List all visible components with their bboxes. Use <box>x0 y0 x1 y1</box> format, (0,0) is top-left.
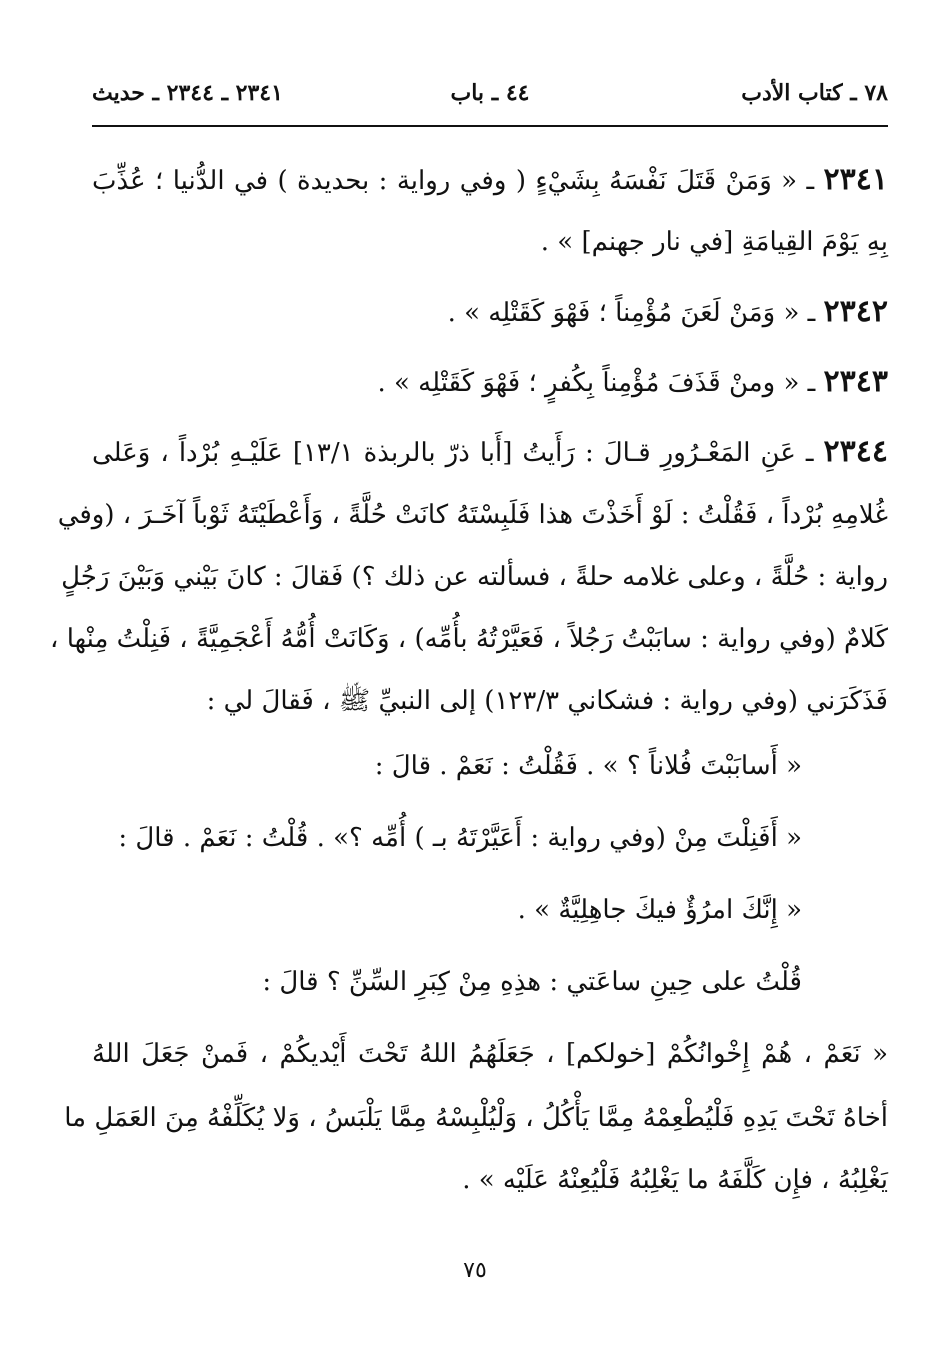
hadith-2344-line-12: يَغْلِبُهُ ، فإِن كَلَّفَهُ ما يَغْلِبُهُ فَلْيُعِنْهُ عَلَيْه » . <box>462 1165 888 1195</box>
hadith-text: ـ « ومنْ قَذَفَ مُؤْمِناً بِكُفرٍ ؛ فَهْوَ كَقَتْلِه » . <box>377 368 824 398</box>
hadith-2341-line-2: بِهِ يَوْمَ القِيامَةِ [في نار جهنم] » . <box>540 227 888 257</box>
hadith-number: ٢٣٤٤ <box>823 434 888 469</box>
hadith-2344-line-3: رواية : حُلَّةً ، وعلى غلامه حلةً ، فسألته عن ذلك ؟) فَقالَ : كانَ بَيْني وَبَيْنَ رَجُلٍ <box>61 562 888 592</box>
page-number: ٧٥ <box>463 1258 487 1283</box>
hadith-text: ـ عَنِ المَعْـرُورِ قـالَ : رَأَيتُ [أَبا ذرّ بالربذة ١٣/١] عَلَيْـهِ بُرْداً ، وَعَلى <box>92 438 824 468</box>
hadith-2341-line-1 <box>92 160 888 201</box>
hadith-range: ٢٣٤١ ـ ٢٣٤٤ ـ حديث <box>92 80 283 106</box>
running-header <box>92 72 888 116</box>
chapter-title: ٧٨ ـ كتاب الأدب <box>741 80 888 106</box>
hadith-2344-line-7: « أَفَنِلْتَ مِنْ (وفي رواية : أَعَيَّرْتَهُ بـ ) أُمِّه ؟» . قُلْتُ : نَعَمْ . قالَ : <box>118 823 802 853</box>
hadith-2344-line-10: « نَعَمْ ، هُمْ إِخْوانُكُمْ [خولكم] ، جَعَلَهُمُ اللهُ تَحْتَ أَيْديكُمْ ، فَمنْ جَعَلَ اللهُ <box>92 1039 888 1069</box>
hadith-2344-line-2: غُلامِهِ بُرْداً ، فَقُلْتُ : لَوْ أَخَذْتَ هذا فَلَبِسْتَهُ كانَتْ حُلَّةً ، وَأَعْطَيْتَهُ ثَوْباً آخَـرَ ، (وفي <box>57 500 888 530</box>
section-title: ٤٤ ـ باب <box>450 80 530 106</box>
hadith-2344-line-6: « أَسابَبْتَ فُلاناً ؟ » . فَقُلْتُ : نَعَمْ . قالَ : <box>374 751 802 781</box>
hadith-2344-line-11: أخاهُ تَحْتَ يَدِهِ فَلْيُطْعِمْهُ مِمَّا يَأْكُلُ ، وَلْيُلْبِسْهُ مِمَّا يَلْبَسُ ، وَلا يُكَلِّفْهُ مِنَ العَمَلِ ما <box>64 1103 888 1133</box>
hadith-2344-line-4: كَلامٌ (وفي رواية : سابَبْتُ رَجُلاً ، فَعَيَّرْتُهُ بأُمِّه) ، وَكَانَتْ أُمُّهُ أَعْجَمِيَّةً ، فَنِلْتُ مِنْها ، <box>50 624 888 654</box>
hadith-number: ٢٣٤٣ <box>823 364 888 399</box>
hadith-2344-line-5: فَذَكَرَني (وفي رواية : فشكاني ١٢٣/٣) إلى النبيِّ ﷺ ، فَقالَ لي : <box>206 686 888 716</box>
hadith-text: ـ « وَمَنْ لَعَنَ مُؤْمِناً ؛ فَهْوَ كَقَتْلِه » . <box>447 298 824 328</box>
hadith-number: ٢٣٤١ <box>823 162 888 197</box>
hadith-number: ٢٣٤٢ <box>823 294 888 329</box>
header-rule <box>92 125 888 127</box>
hadith-2342 <box>92 292 888 333</box>
hadith-2343 <box>92 362 888 403</box>
hadith-2344-line-1 <box>92 432 888 473</box>
hadith-text: ـ « وَمَنْ قَتَلَ نَفْسَهُ بِشَيْءٍ ( وفي رواية : بحديدة ) في الدُّنيا ؛ عُذِّبَ <box>92 166 824 196</box>
hadith-2344-line-8: « إِنَّكَ امرُؤٌ فيكَ جاهِلِيَّةٌ » . <box>517 895 802 925</box>
hadith-2344-line-9: قُلْتُ على حِينِ ساعَتي : هذِهِ مِنْ كِبَرِ السِّنِّ ؟ قالَ : <box>262 967 802 997</box>
